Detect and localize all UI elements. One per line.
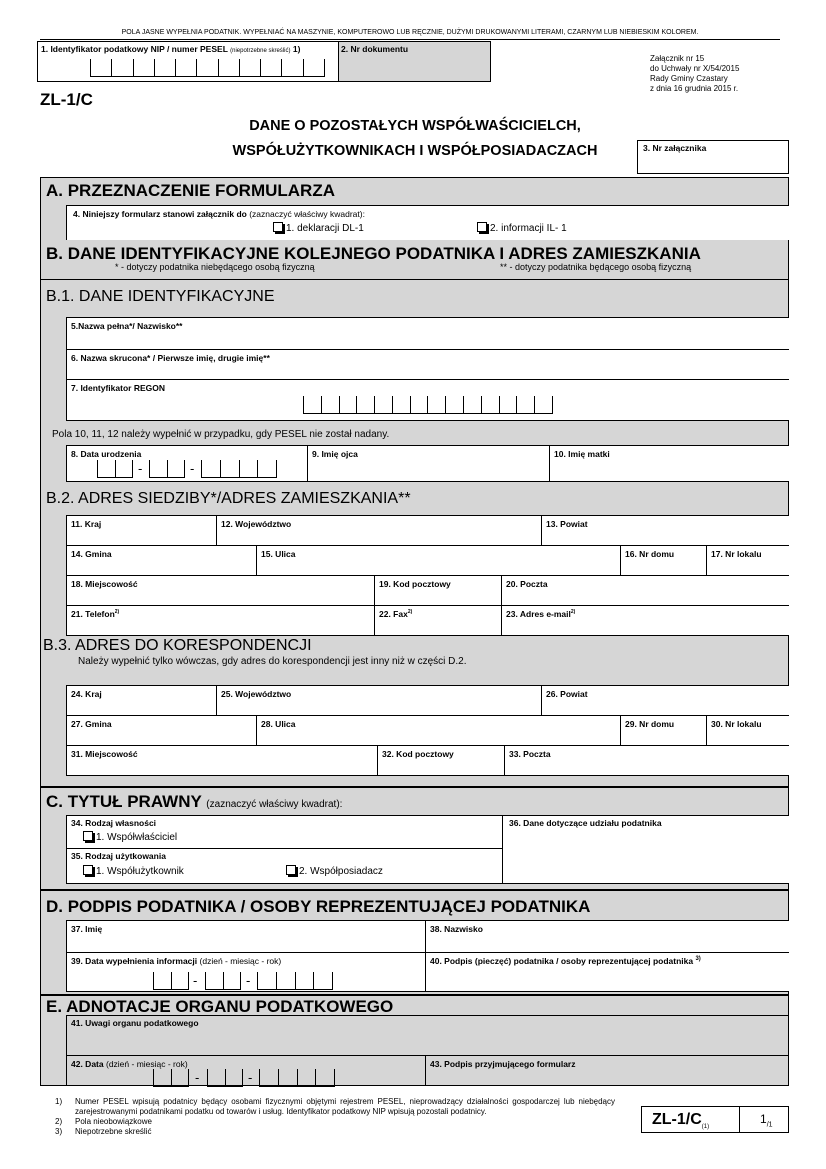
footer-code-box: $ZL-1/C_{(1)}$ $1_{/1}$ xyxy=(641,1106,789,1133)
checkbox-icon[interactable] xyxy=(83,831,93,841)
option-wspolwlasciciel[interactable]: 1. Współwłaściciel xyxy=(83,831,177,843)
field-32[interactable]: 32. Kod pocztowy xyxy=(377,745,504,775)
section-b3-title: B.3. ADRES DO KORESPONDENCJI xyxy=(43,637,312,654)
checkbox-icon[interactable] xyxy=(477,222,487,232)
regon-digit-boxes[interactable] xyxy=(303,396,553,414)
field-22[interactable]: 22. Fax$^{2)}$ xyxy=(374,605,501,635)
pesel-note: Pola 10, 11, 12 należy wypełnić w przypadku, gdy PESEL nie został nadany. xyxy=(52,429,390,440)
field-27[interactable]: 27. Gmina xyxy=(66,715,256,745)
footnote-1: 1) Numer PESEL wpisują podatnicy będący osobami fizycznymi objętymi rejestrem PESEL, nieprowadzący działalności gospodarczej lub niebędący zarejestrowanymi podatnikami podatku od towarów i usług. Identyfikator podatkowy NIP wpisują pozostali podatnicy. xyxy=(55,1097,615,1116)
field-19[interactable]: 19. Kod pocztowy xyxy=(374,575,501,605)
field-20[interactable]: 20. Poczta xyxy=(501,575,789,605)
attachment-number-label: 3. Nr załącznika xyxy=(643,143,707,153)
field-18[interactable]: 18. Miejscowość xyxy=(66,575,374,605)
checkbox-icon[interactable] xyxy=(273,222,283,232)
top-instruction: POLA JASNE WYPEŁNIA PODATNIK. WYPEŁNIAĆ NA MASZYNIE, KOMPUTEROWO LUB RĘCZNIE, DUŻYMI DRUKOWANYMI LITERAMI, CZARNYM LUB NIEBIESKIM KOLOREM. xyxy=(121,29,699,36)
field-13[interactable]: 13. Powiat xyxy=(541,515,789,545)
document-number-label: 2. Nr dokumentu xyxy=(341,44,409,54)
field-39[interactable]: 39. Data wypełnienia informacji (dzień - miesiąc - rok) - - xyxy=(66,952,425,992)
field-28[interactable]: 28. Ulica xyxy=(256,715,620,745)
checkbox-icon[interactable] xyxy=(83,865,93,875)
field-29[interactable]: 29. Nr domu xyxy=(620,715,706,745)
footnote-2: 2) Pola nieobowiązkowe xyxy=(55,1117,152,1126)
field-12[interactable]: 12. Województwo xyxy=(216,515,541,545)
field-4-label: 4. Niniejszy formularz stanowi załącznik do xyxy=(73,209,247,219)
field-41: 41. Uwagi organu podatkowego xyxy=(66,1015,789,1055)
section-b3-note: Należy wypełnić tylko wówczas, gdy adres do korespondencji jest inny niż w części D.2. xyxy=(78,656,467,667)
nip-pesel-note: (niepotrzebne skreślić) xyxy=(230,48,291,54)
field-15[interactable]: 15. Ulica xyxy=(256,545,620,575)
nip-pesel-field[interactable] xyxy=(37,41,339,82)
attachment-number-field[interactable] xyxy=(637,140,789,174)
field-24[interactable]: 24. Kraj xyxy=(66,685,216,715)
field-4-hint: (zaznaczyć właściwy kwadrat): xyxy=(249,209,365,219)
field-16[interactable]: 16. Nr domu xyxy=(620,545,706,575)
field-42: 42. Data (dzień - miesiąc - rok) - - xyxy=(66,1055,425,1086)
section-e-title: E. ADNOTACJE ORGANU PODATKOWEGO xyxy=(46,997,394,1016)
checkbox-icon[interactable] xyxy=(286,865,296,875)
form-title-line2: WSPÓŁUŻYTKOWNIKACH I WSPÓŁPOSIADACZACH xyxy=(232,143,598,159)
field-7[interactable]: 7. Identyfikator REGON xyxy=(66,379,789,420)
field-31[interactable]: 31. Miejscowość xyxy=(66,745,377,775)
field-36[interactable]: 36. Dane dotyczące udziału podatnika xyxy=(502,815,789,883)
section-d-title: D. PODPIS PODATNIKA / OSOBY REPREZENTUJĄCEJ PODATNIKA xyxy=(46,897,591,916)
footer-page: 1 xyxy=(760,1112,767,1126)
field-17[interactable]: 17. Nr lokalu xyxy=(706,545,789,575)
section-b1-title: B.1. DANE IDENTYFIKACYJNE xyxy=(46,288,275,305)
field-25[interactable]: 25. Województwo xyxy=(216,685,541,715)
nip-pesel-label: 1. Identyfikator podatkowy NIP / numer PESEL xyxy=(41,44,228,54)
field-23[interactable]: 23. Adres e-mail$^{2)}$ xyxy=(501,605,789,635)
attachment-note: Załącznik nr 15 do Uchwały nr X/54/2015 Rady Gminy Czastary z dnia 16 grudnia 2015 r. xyxy=(650,54,740,93)
option-dl1[interactable]: 1. deklaracji DL-1 xyxy=(273,222,364,234)
field-11[interactable]: 11. Kraj xyxy=(66,515,216,545)
section-b-title: B. DANE IDENTYFIKACYJNE KOLEJNEGO PODATNIKA I ADRES ZAMIESZKANIA xyxy=(46,244,701,263)
field-6[interactable]: 6. Nazwa skrucona* / Pierwsze imię, drugie imię** xyxy=(66,349,789,379)
document-number-field xyxy=(338,41,491,82)
field-21[interactable]: 21. Telefon$^{2)}$ xyxy=(66,605,374,635)
footnote-3: 3) Niepotrzebne skreślić xyxy=(55,1127,152,1136)
field-5[interactable]: 5.Nazwa pełna*/ Nazwisko** xyxy=(66,317,789,349)
field-35: 35. Rodzaj użytkowania 1. Współużytkownik 2. Współposiadacz xyxy=(66,848,502,883)
nip-pesel-digit-boxes[interactable] xyxy=(90,59,325,77)
field-9[interactable]: 9. Imię ojca xyxy=(307,445,549,481)
section-b-note-left: * - dotyczy podatnika niebędącego osobą fizyczną xyxy=(115,262,315,272)
option-wspoluzytkownik[interactable]: 1. Współużytkownik xyxy=(83,865,184,877)
field-26[interactable]: 26. Powiat xyxy=(541,685,789,715)
field-37[interactable]: 37. Imię xyxy=(66,920,425,952)
field-4 xyxy=(66,205,789,240)
section-c-title: C. TYTUŁ PRAWNY xyxy=(46,792,202,811)
field-8[interactable]: 8. Data urodzenia - - xyxy=(66,445,307,481)
field-40[interactable]: 40. Podpis (pieczęć) podatnika / osoby reprezentującej podatnika $^{3)}$ xyxy=(425,952,789,992)
form-code: ZL-1/C xyxy=(40,90,93,109)
footer-code: ZL-1/C xyxy=(652,1111,702,1128)
nip-pesel-sup: 1) xyxy=(292,44,301,54)
field-34: 34. Rodzaj własności 1. Współwłaściciel xyxy=(66,815,502,848)
field-38[interactable]: 38. Nazwisko xyxy=(425,920,789,952)
option-wspolposiadacz[interactable]: 2. Współposiadacz xyxy=(286,865,383,877)
field-14[interactable]: 14. Gmina xyxy=(66,545,256,575)
section-a-title: A. PRZEZNACZENIE FORMULARZA xyxy=(46,181,335,200)
field-10[interactable]: 10. Imię matki xyxy=(549,445,789,481)
footnotes xyxy=(55,1097,615,1137)
top-rule xyxy=(40,39,780,40)
section-b-note-right: ** - dotyczy podatnika będącego osobą fizyczną xyxy=(500,262,692,272)
field-30[interactable]: 30. Nr lokalu xyxy=(706,715,789,745)
form-title-line1: DANE O POZOSTAŁYCH WSPÓŁWAŚCICIELCH, xyxy=(249,118,581,134)
option-il1[interactable]: 2. informacji IL- 1 xyxy=(477,222,567,234)
field-43: 43. Podpis przyjmującego formularz xyxy=(425,1055,789,1086)
section-b2-title: B.2. ADRES SIEDZIBY*/ADRES ZAMIESZKANIA** xyxy=(46,490,411,507)
section-c-hint: (zaznaczyć właściwy kwadrat): xyxy=(206,799,343,810)
field-33[interactable]: 33. Poczta xyxy=(504,745,789,775)
